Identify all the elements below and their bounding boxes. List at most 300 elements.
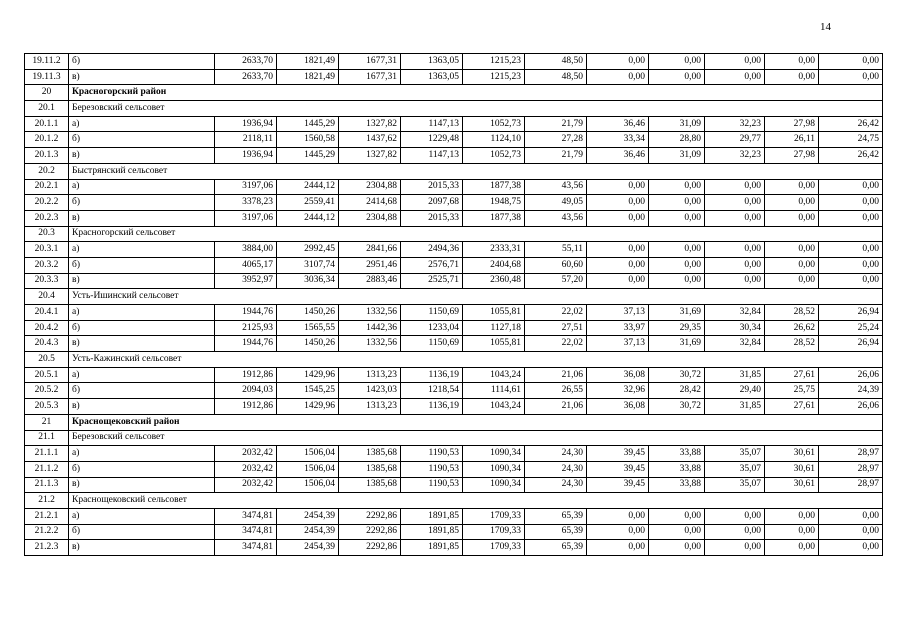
value-cell: 1043,24: [463, 399, 525, 415]
value-cell: 1055,81: [463, 305, 525, 321]
value-cell: 2304,88: [339, 210, 401, 226]
value-cell: 1891,85: [401, 524, 463, 540]
value-cell: 0,00: [819, 54, 883, 70]
value-cell: 22,02: [525, 336, 587, 352]
value-cell: 1052,73: [463, 148, 525, 164]
value-cell: 0,00: [765, 540, 819, 556]
value-cell: 24,30: [525, 461, 587, 477]
value-cell: 3197,06: [215, 210, 277, 226]
value-cell: 3378,23: [215, 195, 277, 211]
value-cell: 1891,85: [401, 540, 463, 556]
value-cell: 37,13: [587, 305, 649, 321]
value-cell: 2633,70: [215, 54, 277, 70]
value-cell: 33,88: [649, 446, 705, 462]
value-cell: 30,61: [765, 446, 819, 462]
value-cell: 2454,39: [277, 524, 339, 540]
value-cell: 0,00: [705, 210, 765, 226]
value-cell: 30,61: [765, 477, 819, 493]
value-cell: 22,02: [525, 305, 587, 321]
value-cell: 1147,13: [401, 116, 463, 132]
row-variant: а): [69, 116, 215, 132]
value-cell: 1506,04: [277, 477, 339, 493]
row-code: 21: [25, 414, 69, 430]
value-cell: 1363,05: [401, 54, 463, 70]
row-code: 21.1.3: [25, 477, 69, 493]
value-cell: 2125,93: [215, 320, 277, 336]
table-row: [25, 69, 883, 85]
value-cell: 32,23: [705, 116, 765, 132]
value-cell: 0,00: [765, 242, 819, 258]
value-cell: 1709,33: [463, 540, 525, 556]
value-cell: 0,00: [649, 524, 705, 540]
value-cell: 2454,39: [277, 540, 339, 556]
value-cell: 3474,81: [215, 540, 277, 556]
value-cell: 36,08: [587, 399, 649, 415]
value-cell: 29,40: [705, 383, 765, 399]
value-cell: 4065,17: [215, 257, 277, 273]
value-cell: 1450,26: [277, 336, 339, 352]
value-cell: 39,45: [587, 446, 649, 462]
value-cell: 29,35: [649, 320, 705, 336]
value-cell: 32,84: [705, 305, 765, 321]
value-cell: 1332,56: [339, 305, 401, 321]
value-cell: 27,98: [765, 116, 819, 132]
value-cell: 0,00: [765, 524, 819, 540]
value-cell: 29,77: [705, 132, 765, 148]
table-row: [25, 273, 883, 289]
value-cell: 37,13: [587, 336, 649, 352]
value-cell: 65,39: [525, 508, 587, 524]
table-row: [25, 477, 883, 493]
table-row: [25, 524, 883, 540]
value-cell: 1944,76: [215, 336, 277, 352]
value-cell: 2032,42: [215, 461, 277, 477]
value-cell: 24,30: [525, 477, 587, 493]
value-cell: 0,00: [705, 540, 765, 556]
value-cell: 57,20: [525, 273, 587, 289]
value-cell: 27,61: [765, 367, 819, 383]
value-cell: 1313,23: [339, 367, 401, 383]
row-variant: в): [69, 273, 215, 289]
value-cell: 32,23: [705, 148, 765, 164]
council-row: [25, 226, 883, 242]
value-cell: 3107,74: [277, 257, 339, 273]
council-name: Березовский сельсовет: [69, 430, 883, 446]
row-code: 20.4: [25, 289, 69, 305]
value-cell: 3197,06: [215, 179, 277, 195]
value-cell: 0,00: [765, 508, 819, 524]
value-cell: 1912,86: [215, 399, 277, 415]
table-row: [25, 540, 883, 556]
row-code: 20.3.3: [25, 273, 69, 289]
value-cell: 35,07: [705, 446, 765, 462]
value-cell: 21,06: [525, 399, 587, 415]
row-code: 20.2.3: [25, 210, 69, 226]
value-cell: 1090,34: [463, 446, 525, 462]
value-cell: 1327,82: [339, 148, 401, 164]
value-cell: 1385,68: [339, 446, 401, 462]
value-cell: 0,00: [765, 273, 819, 289]
table-row: [25, 210, 883, 226]
value-cell: 65,39: [525, 524, 587, 540]
table-row: [25, 116, 883, 132]
value-cell: 28,97: [819, 461, 883, 477]
value-cell: 0,00: [587, 524, 649, 540]
council-row: [25, 493, 883, 509]
value-cell: 0,00: [587, 257, 649, 273]
value-cell: 35,07: [705, 477, 765, 493]
value-cell: 1043,24: [463, 367, 525, 383]
value-cell: 1560,58: [277, 132, 339, 148]
table-row: [25, 148, 883, 164]
value-cell: 24,75: [819, 132, 883, 148]
value-cell: 26,55: [525, 383, 587, 399]
value-cell: 26,11: [765, 132, 819, 148]
value-cell: 1363,05: [401, 69, 463, 85]
value-cell: 2015,33: [401, 210, 463, 226]
row-variant: б): [69, 461, 215, 477]
row-code: 20.3.1: [25, 242, 69, 258]
value-cell: 2951,46: [339, 257, 401, 273]
value-cell: 1821,49: [277, 69, 339, 85]
value-cell: 0,00: [705, 69, 765, 85]
district-row: [25, 414, 883, 430]
value-cell: 2094,03: [215, 383, 277, 399]
value-cell: 55,11: [525, 242, 587, 258]
value-cell: 0,00: [649, 257, 705, 273]
row-code: 21.1: [25, 430, 69, 446]
value-cell: 0,00: [649, 273, 705, 289]
value-cell: 1877,38: [463, 210, 525, 226]
value-cell: 1385,68: [339, 477, 401, 493]
row-code: 20.2.2: [25, 195, 69, 211]
value-cell: 65,39: [525, 540, 587, 556]
value-cell: 0,00: [819, 195, 883, 211]
value-cell: 1423,03: [339, 383, 401, 399]
value-cell: 1190,53: [401, 461, 463, 477]
value-cell: 0,00: [649, 195, 705, 211]
value-cell: 1709,33: [463, 508, 525, 524]
value-cell: 0,00: [705, 195, 765, 211]
value-cell: 1385,68: [339, 461, 401, 477]
value-cell: 1948,75: [463, 195, 525, 211]
district-name: Краснощековский район: [69, 414, 883, 430]
row-variant: в): [69, 148, 215, 164]
value-cell: 0,00: [819, 524, 883, 540]
value-cell: 2559,41: [277, 195, 339, 211]
value-cell: 30,72: [649, 367, 705, 383]
value-cell: 0,00: [765, 179, 819, 195]
value-cell: 31,85: [705, 367, 765, 383]
value-cell: 0,00: [649, 179, 705, 195]
row-variant: б): [69, 195, 215, 211]
value-cell: 35,07: [705, 461, 765, 477]
row-variant: б): [69, 54, 215, 70]
council-row: [25, 430, 883, 446]
value-cell: 1677,31: [339, 69, 401, 85]
value-cell: 28,52: [765, 336, 819, 352]
value-cell: 3884,00: [215, 242, 277, 258]
value-cell: 1190,53: [401, 446, 463, 462]
table-row: [25, 508, 883, 524]
value-cell: 28,97: [819, 446, 883, 462]
council-name: Красногорский сельсовет: [69, 226, 883, 242]
row-code: 20.4.1: [25, 305, 69, 321]
value-cell: 2118,11: [215, 132, 277, 148]
value-cell: 0,00: [587, 179, 649, 195]
value-cell: 1136,19: [401, 399, 463, 415]
value-cell: 0,00: [819, 257, 883, 273]
value-cell: 1442,36: [339, 320, 401, 336]
value-cell: 2525,71: [401, 273, 463, 289]
value-cell: 27,51: [525, 320, 587, 336]
council-row: [25, 352, 883, 368]
value-cell: 2841,66: [339, 242, 401, 258]
value-cell: 2032,42: [215, 477, 277, 493]
value-cell: 1150,69: [401, 305, 463, 321]
row-code: 20.1.1: [25, 116, 69, 132]
value-cell: 28,80: [649, 132, 705, 148]
value-cell: 1506,04: [277, 446, 339, 462]
value-cell: 1114,61: [463, 383, 525, 399]
value-cell: 0,00: [587, 242, 649, 258]
value-cell: 39,45: [587, 461, 649, 477]
value-cell: 3474,81: [215, 524, 277, 540]
value-cell: 33,34: [587, 132, 649, 148]
value-cell: 2032,42: [215, 446, 277, 462]
value-cell: 0,00: [587, 195, 649, 211]
value-cell: 1147,13: [401, 148, 463, 164]
value-cell: 31,69: [649, 336, 705, 352]
value-cell: 1445,29: [277, 116, 339, 132]
value-cell: 0,00: [819, 210, 883, 226]
value-cell: 36,08: [587, 367, 649, 383]
value-cell: 0,00: [587, 210, 649, 226]
value-cell: 1313,23: [339, 399, 401, 415]
value-cell: 2444,12: [277, 210, 339, 226]
value-cell: 1429,96: [277, 367, 339, 383]
value-cell: 1127,18: [463, 320, 525, 336]
value-cell: 1215,23: [463, 54, 525, 70]
table-body: [25, 54, 883, 556]
value-cell: 1445,29: [277, 148, 339, 164]
row-code: 20: [25, 85, 69, 101]
table-row: [25, 336, 883, 352]
row-variant: б): [69, 320, 215, 336]
value-cell: 0,00: [765, 69, 819, 85]
value-cell: 2404,68: [463, 257, 525, 273]
value-cell: 0,00: [819, 508, 883, 524]
value-cell: 30,34: [705, 320, 765, 336]
value-cell: 0,00: [819, 179, 883, 195]
value-cell: 36,46: [587, 116, 649, 132]
value-cell: 31,69: [649, 305, 705, 321]
value-cell: 27,28: [525, 132, 587, 148]
value-cell: 0,00: [587, 69, 649, 85]
value-cell: 31,85: [705, 399, 765, 415]
council-row: [25, 163, 883, 179]
value-cell: 2883,46: [339, 273, 401, 289]
value-cell: 1136,19: [401, 367, 463, 383]
value-cell: 1124,10: [463, 132, 525, 148]
value-cell: 1429,96: [277, 399, 339, 415]
value-cell: 21,06: [525, 367, 587, 383]
value-cell: 0,00: [649, 210, 705, 226]
row-variant: б): [69, 383, 215, 399]
row-code: 21.2.1: [25, 508, 69, 524]
table-row: [25, 132, 883, 148]
value-cell: 32,96: [587, 383, 649, 399]
value-cell: 2494,36: [401, 242, 463, 258]
value-cell: 3952,97: [215, 273, 277, 289]
value-cell: 0,00: [705, 242, 765, 258]
value-cell: 1327,82: [339, 116, 401, 132]
value-cell: 2015,33: [401, 179, 463, 195]
row-variant: в): [69, 477, 215, 493]
table-row: [25, 446, 883, 462]
value-cell: 2454,39: [277, 508, 339, 524]
value-cell: 0,00: [587, 273, 649, 289]
value-cell: 1090,34: [463, 461, 525, 477]
value-cell: 2292,86: [339, 524, 401, 540]
value-cell: 48,50: [525, 54, 587, 70]
value-cell: 31,09: [649, 148, 705, 164]
value-cell: 1229,48: [401, 132, 463, 148]
value-cell: 24,39: [819, 383, 883, 399]
value-cell: 2292,86: [339, 540, 401, 556]
value-cell: 30,61: [765, 461, 819, 477]
value-cell: 27,61: [765, 399, 819, 415]
value-cell: 1912,86: [215, 367, 277, 383]
row-variant: б): [69, 524, 215, 540]
value-cell: 26,94: [819, 305, 883, 321]
table-row: [25, 179, 883, 195]
value-cell: 0,00: [765, 210, 819, 226]
value-cell: 1150,69: [401, 336, 463, 352]
row-variant: а): [69, 242, 215, 258]
value-cell: 1506,04: [277, 461, 339, 477]
value-cell: 2097,68: [401, 195, 463, 211]
value-cell: 0,00: [765, 257, 819, 273]
value-cell: 2333,31: [463, 242, 525, 258]
tariff-table: [24, 53, 883, 556]
value-cell: 2360,48: [463, 273, 525, 289]
value-cell: 26,06: [819, 399, 883, 415]
row-code: 21.1.2: [25, 461, 69, 477]
council-name: Краснощековский сельсовет: [69, 493, 883, 509]
page-number: 14: [820, 21, 831, 33]
council-name: Усть-Кажинский сельсовет: [69, 352, 883, 368]
row-code: 20.5.3: [25, 399, 69, 415]
value-cell: 1233,04: [401, 320, 463, 336]
value-cell: 30,72: [649, 399, 705, 415]
value-cell: 1565,55: [277, 320, 339, 336]
value-cell: 32,84: [705, 336, 765, 352]
value-cell: 21,79: [525, 116, 587, 132]
value-cell: 43,56: [525, 179, 587, 195]
value-cell: 1944,76: [215, 305, 277, 321]
council-name: Быстрянский сельсовет: [69, 163, 883, 179]
value-cell: 2992,45: [277, 242, 339, 258]
value-cell: 0,00: [649, 508, 705, 524]
value-cell: 0,00: [649, 242, 705, 258]
value-cell: 1090,34: [463, 477, 525, 493]
value-cell: 1891,85: [401, 508, 463, 524]
value-cell: 0,00: [819, 69, 883, 85]
value-cell: 0,00: [705, 257, 765, 273]
value-cell: 1677,31: [339, 54, 401, 70]
value-cell: 3474,81: [215, 508, 277, 524]
row-variant: б): [69, 132, 215, 148]
value-cell: 1936,94: [215, 116, 277, 132]
value-cell: 1821,49: [277, 54, 339, 70]
value-cell: 31,09: [649, 116, 705, 132]
row-variant: в): [69, 210, 215, 226]
value-cell: 1332,56: [339, 336, 401, 352]
value-cell: 2444,12: [277, 179, 339, 195]
value-cell: 1215,23: [463, 69, 525, 85]
row-variant: в): [69, 69, 215, 85]
value-cell: 1877,38: [463, 179, 525, 195]
row-variant: в): [69, 399, 215, 415]
row-variant: а): [69, 508, 215, 524]
value-cell: 26,62: [765, 320, 819, 336]
value-cell: 26,42: [819, 116, 883, 132]
row-code: 20.1.2: [25, 132, 69, 148]
value-cell: 33,88: [649, 477, 705, 493]
row-code: 20.3.2: [25, 257, 69, 273]
value-cell: 0,00: [765, 195, 819, 211]
value-cell: 0,00: [587, 508, 649, 524]
value-cell: 25,24: [819, 320, 883, 336]
value-cell: 36,46: [587, 148, 649, 164]
row-code: 20.4.3: [25, 336, 69, 352]
value-cell: 2414,68: [339, 195, 401, 211]
row-variant: а): [69, 305, 215, 321]
row-code: 20.1.3: [25, 148, 69, 164]
value-cell: 33,97: [587, 320, 649, 336]
table-row: [25, 242, 883, 258]
row-code: 20.2: [25, 163, 69, 179]
value-cell: 48,50: [525, 69, 587, 85]
row-variant: в): [69, 540, 215, 556]
value-cell: 0,00: [587, 54, 649, 70]
row-code: 20.1: [25, 101, 69, 117]
row-code: 19.11.2: [25, 54, 69, 70]
table-row: [25, 399, 883, 415]
value-cell: 3036,34: [277, 273, 339, 289]
value-cell: 0,00: [705, 54, 765, 70]
value-cell: 0,00: [765, 54, 819, 70]
value-cell: 1450,26: [277, 305, 339, 321]
district-name: Красногорский район: [69, 85, 883, 101]
value-cell: 24,30: [525, 446, 587, 462]
value-cell: 28,52: [765, 305, 819, 321]
row-code: 21.1.1: [25, 446, 69, 462]
row-code: 20.4.2: [25, 320, 69, 336]
value-cell: 1936,94: [215, 148, 277, 164]
row-code: 21.2.3: [25, 540, 69, 556]
council-row: [25, 101, 883, 117]
value-cell: 1218,54: [401, 383, 463, 399]
district-row: [25, 85, 883, 101]
table-row: [25, 383, 883, 399]
value-cell: 0,00: [587, 540, 649, 556]
value-cell: 1437,62: [339, 132, 401, 148]
table-row: [25, 305, 883, 321]
row-code: 21.2: [25, 493, 69, 509]
value-cell: 21,79: [525, 148, 587, 164]
